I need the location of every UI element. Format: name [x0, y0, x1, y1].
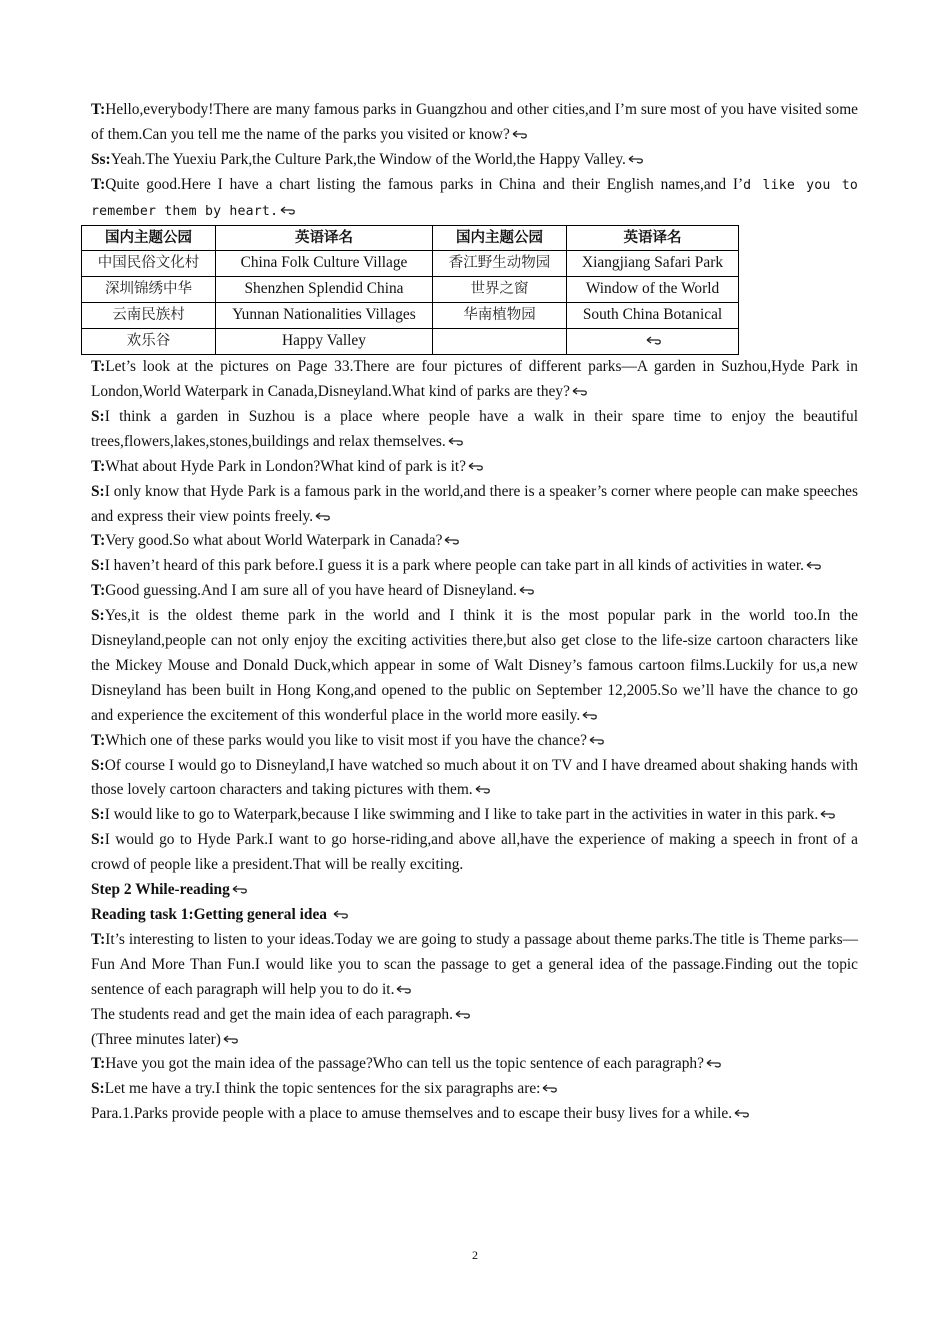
dialogue-section: [91, 355, 858, 878]
dialogue-line: [91, 729, 858, 754]
table-header-cell: 国内主题公园: [433, 225, 567, 251]
dialogue-line: [91, 579, 858, 604]
paragraph-return-icon: [475, 784, 491, 795]
paragraph-return-icon: [455, 1009, 471, 1020]
table-header-cell: 英语译名: [567, 225, 739, 251]
table-row: [82, 277, 739, 303]
reading-section: [91, 928, 858, 1127]
speaker-label: S:: [91, 806, 105, 824]
dialogue-line: [91, 554, 858, 579]
paragraph-return-icon: [806, 560, 822, 571]
paragraph-return-icon: [572, 386, 588, 397]
dialogue-line: [91, 1052, 858, 1077]
utterance-text: I would like to go to Waterpark,because I like swimming and I like to take part in the activities in water in this park.: [104, 806, 819, 824]
utterance-text: I would go to Hyde Park.I want to go horse-riding,and above all,have the experience of making a speech in front of a crowd of people like a president.That will be really exciting.: [91, 831, 858, 874]
dialogue-line: [91, 480, 858, 530]
paragraph-return-icon: [512, 129, 528, 140]
table-row: [82, 303, 739, 329]
utterance-text: (Three minutes later): [91, 1030, 221, 1048]
utterance-text: Very good.So what about World Waterpark in Canada?: [105, 532, 443, 550]
intro-line-2: [91, 148, 858, 173]
utterance-text: Yeah.The Yuexiu Park,the Culture Park,the Window of the World,the Happy Valley.: [110, 150, 626, 168]
speaker-label: S:: [91, 407, 105, 425]
paragraph-return-icon: [734, 1108, 750, 1119]
intro-line-1: [91, 98, 858, 148]
utterance-text: It’s interesting to listen to your ideas.Today we are going to study a passage about theme parks.The title is Theme parks—Fun And More Than Fun.I would like you to scan the passage to get a general idea of the passage.Finding out the topic sentence of each paragraph will help you to do it.: [91, 930, 858, 998]
dialogue-line: [91, 754, 858, 804]
paragraph-return-icon: [542, 1083, 558, 1094]
utterance-text: Good guessing.And I am sure all of you have heard of Disneyland.: [105, 582, 517, 600]
paragraph-return-icon: [444, 535, 460, 546]
utterance-text: I only know that Hyde Park is a famous park in the world,and there is a speaker’s corner where people can make speeches and express their view points freely.: [91, 482, 858, 525]
paragraph-return-icon: [315, 511, 331, 522]
paragraph-return-icon: [468, 461, 484, 472]
table-cell-end-mark: [567, 329, 739, 355]
table-cell: 深圳锦绣中华: [82, 277, 216, 303]
dialogue-line: [91, 529, 858, 554]
utterance-text: I haven’t heard of this park before.I guess it is a park where people can take part in all kinds of activities in water.: [104, 557, 805, 575]
paragraph-return-icon: [820, 809, 836, 820]
speaker-label: T:: [91, 532, 106, 550]
table-cell: Xiangjiang Safari Park: [567, 251, 739, 277]
utterance-text: I think a garden in Suzhou is a place where people have a walk in their spare time to enjoy the beautiful trees,flowers,lakes,stones,buildings and relax themselves.: [91, 407, 858, 450]
table-header-cell: 国内主题公园: [82, 225, 216, 251]
table-cell: Yunnan Nationalities Villages: [216, 303, 433, 329]
theme-park-table: [81, 225, 739, 356]
task-heading-text: Reading task 1:Getting general idea: [91, 906, 327, 923]
speaker-label: S:: [91, 557, 105, 575]
speaker-label: T:: [91, 358, 106, 376]
dialogue-line: [91, 1102, 858, 1127]
utterance-text: Of course I would go to Disneyland,I have watched so much about it on TV and I have dreamed about shaking hands with those lovely cartoon characters and taking pictures with them.: [91, 756, 858, 799]
paragraph-return-icon: [333, 909, 349, 920]
page-content: [91, 98, 858, 1127]
utterance-text: The students read and get the main idea of each paragraph.: [91, 1005, 453, 1023]
paragraph-return-icon: [706, 1058, 722, 1069]
dialogue-line: [91, 828, 858, 878]
table-cell: South China Botanical: [567, 303, 739, 329]
utterance-text: Hello,everybody!There are many famous parks in Guangzhou and other cities,and I’m sure most of you have visited some of them.Can you tell me the name of the parks you visited or know?: [91, 101, 858, 143]
table-row: [82, 251, 739, 277]
table-row: [82, 329, 739, 355]
speaker-label: S:: [91, 756, 105, 774]
dialogue-line: [91, 928, 858, 1003]
paragraph-return-icon: [582, 710, 598, 721]
speaker-label: S:: [91, 482, 105, 500]
speaker-label: T:: [91, 175, 106, 193]
paragraph-return-icon: [628, 154, 644, 165]
dialogue-line: [91, 1077, 858, 1102]
page-number: 2: [472, 1248, 478, 1262]
paragraph-return-icon: [232, 884, 248, 895]
dialogue-line: [91, 803, 858, 828]
utterance-text: Let me have a try.I think the topic sentences for the six paragraphs are:: [104, 1080, 541, 1098]
utterance-text: Yes,it is the oldest theme park in the world and I think it is the most popular park in the world too.In the Disneyland,people can not only enjoy the exciting activities there,but also get close to the life-size cartoon characters like the Mickey Mouse and Donald Duck,which appear in some of Walt Disney’s famous cartoon films.Luckily for us,a new Disneyland has been built in Hong Kong,and opened to the public on September 12,2005.So we’ll have the chance to go and experience the excitement of this wonderful place in the world more easily.: [91, 607, 858, 724]
utterance-text: Let’s look at the pictures on Page 33.There are four pictures of different parks—A garden in Suzhou,Hyde Park in London,World Waterpark in Canada,Disneyland.What kind of parks are they?: [91, 358, 858, 400]
dialogue-line: [91, 455, 858, 480]
paragraph-return-icon: [519, 585, 535, 596]
table-cell: 香江野生动物园: [433, 251, 567, 277]
table-header-cell: 英语译名: [216, 225, 433, 251]
table-cell: China Folk Culture Village: [216, 251, 433, 277]
speaker-label: S:: [91, 607, 105, 625]
utterance-text-mono: d like you to remember them by heart.: [91, 177, 858, 219]
utterance-text: What about Hyde Park in London?What kind of park is it?: [105, 457, 466, 475]
paragraph-return-icon: [589, 735, 605, 746]
paragraph-return-icon: [646, 335, 662, 346]
paragraph-return-icon: [448, 436, 464, 447]
table-cell: Happy Valley: [216, 329, 433, 355]
dialogue-line: [91, 604, 858, 729]
speaker-label: T:: [91, 930, 106, 948]
dialogue-line: [91, 1003, 858, 1028]
paragraph-return-icon: [223, 1034, 239, 1045]
utterance-text: Have you got the main idea of the passage?Who can tell us the topic sentence of each paragraph?: [105, 1055, 704, 1073]
speaker-label: S:: [91, 1080, 105, 1098]
speaker-label: S:: [91, 831, 105, 849]
table-cell: [433, 329, 567, 355]
speaker-label: Ss:: [91, 150, 111, 168]
utterance-text: Which one of these parks would you like to visit most if you have the chance?: [105, 731, 587, 749]
paragraph-return-icon: [396, 984, 412, 995]
speaker-label: T:: [91, 731, 106, 749]
speaker-label: T:: [91, 582, 106, 600]
step-heading: [91, 878, 858, 903]
table-cell: Window of the World: [567, 277, 739, 303]
table-cell: 华南植物园: [433, 303, 567, 329]
table-cell: 世界之窗: [433, 277, 567, 303]
table-cell: 中国民俗文化村: [82, 251, 216, 277]
intro-line-3: [91, 173, 858, 225]
utterance-text: Quite good.Here I have a chart listing the famous parks in China and their English names,and I’: [105, 175, 744, 193]
task-heading: [91, 903, 858, 928]
paragraph-return-icon: [280, 205, 296, 216]
speaker-label: T:: [91, 101, 106, 118]
step-heading-text: Step 2 While-reading: [91, 881, 230, 899]
utterance-text: Para.1.Parks provide people with a place to amuse themselves and to escape their busy lives for a while.: [91, 1105, 733, 1123]
dialogue-line: [91, 355, 858, 405]
speaker-label: T:: [91, 1055, 106, 1073]
table-cell: 云南民族村: [82, 303, 216, 329]
table-cell: Shenzhen Splendid China: [216, 277, 433, 303]
speaker-label: T:: [91, 457, 106, 475]
dialogue-line: [91, 405, 858, 455]
dialogue-line: [91, 1028, 858, 1053]
table-cell: 欢乐谷: [82, 329, 216, 355]
table-header-row: [82, 225, 739, 251]
